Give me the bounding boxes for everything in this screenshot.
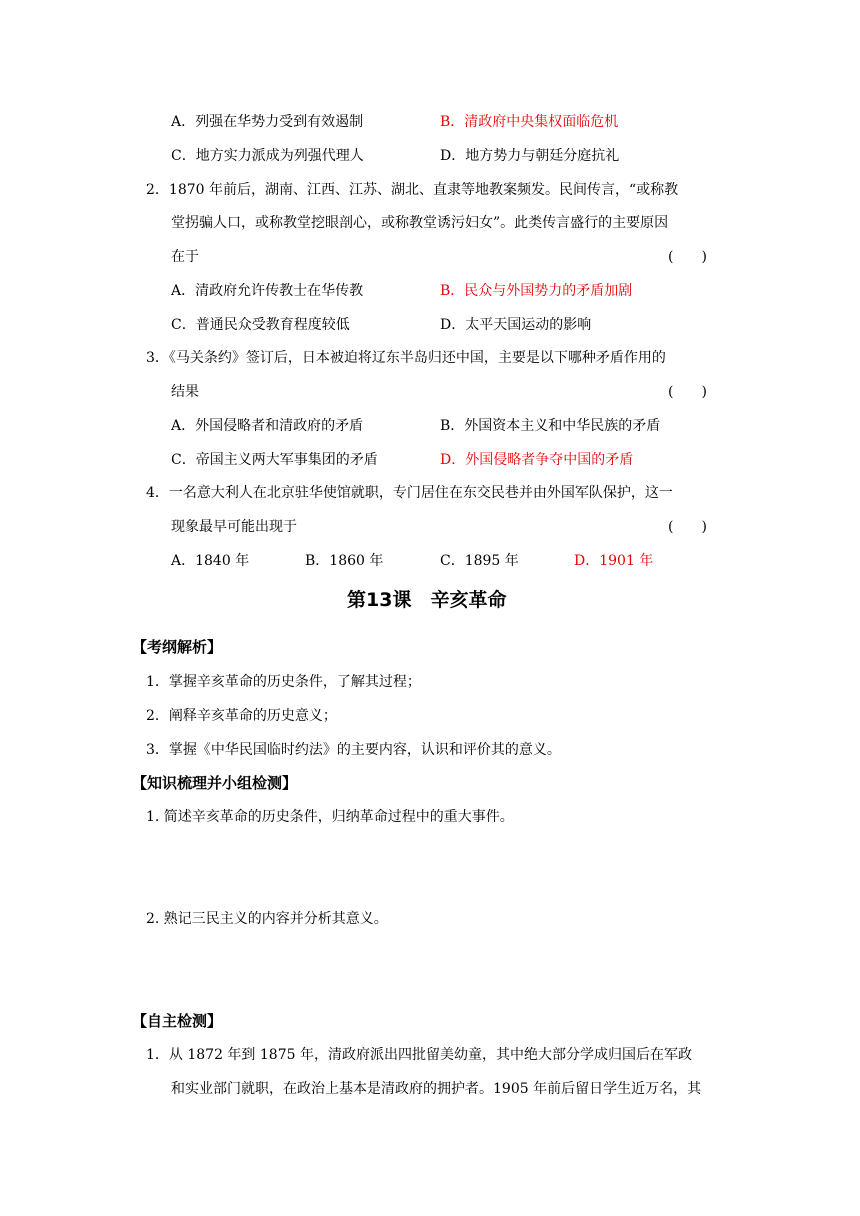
self-test-q1-line1: 1．从 1872 年到 1875 年，清政府派出四批留美幼童，其中绝大部分学成归国后在军政 — [146, 1047, 692, 1063]
q2-stem-line3: 在于 — [171, 249, 199, 265]
q2-stem-line2: 堂拐骗人口，或称教堂挖眼剖心，或称教堂诱污妇女”。此类传言盛行的主要原因 — [171, 215, 669, 231]
q3-option-b: B．外国资本主义和中华民族的矛盾 — [440, 418, 661, 434]
q3-answer-blank: ( ) — [668, 384, 707, 400]
knowledge-heading: 【知识梳理并小组检测】 — [132, 774, 298, 792]
knowledge-item-1: 1. 简述辛亥革命的历史条件，归纳革命过程中的重大事件。 — [146, 809, 514, 825]
q4-answer-blank: ( ) — [668, 519, 707, 535]
q3-stem-line1: 3．《马关条约》签订后，日本被迫将辽东半岛归还中国，主要是以下哪种矛盾作用的 — [146, 350, 666, 366]
q4-option-d-answer: D．1901 年 — [574, 553, 654, 569]
syllabus-item-3: 3．掌握《中华民国临时约法》的主要内容，认识和评价其的意义。 — [146, 742, 561, 758]
q4-stem-line1: 4．一名意大利人在北京驻华使馆就职，专门居住在东交民巷并由外国军队保护，这一 — [146, 485, 673, 501]
q1-option-d: D．地方势力与朝廷分庭抗礼 — [440, 148, 620, 164]
q2-option-a: A．清政府允许传教士在华传教 — [171, 283, 364, 299]
q4-stem-line2: 现象最早可能出现于 — [171, 519, 297, 535]
self-test-q1-line2: 和实业部门就职，在政治上基本是清政府的拥护者。1905 年前后留日学生近万名，其 — [171, 1081, 702, 1097]
q2-option-b-answer: B．民众与外国势力的矛盾加剧 — [440, 283, 633, 299]
q2-answer-blank: ( ) — [668, 249, 707, 265]
q1-option-a: A．列强在华势力受到有效遏制 — [171, 114, 364, 130]
q4-option-c: C．1895 年 — [440, 553, 519, 569]
q1-option-c: C．地方实力派成为列强代理人 — [171, 148, 364, 164]
q2-option-c: C．普通民众受教育程度较低 — [171, 317, 350, 333]
syllabus-heading: 【考纲解析】 — [132, 638, 223, 656]
knowledge-item-2: 2. 熟记三民主义的内容并分析其意义。 — [146, 911, 388, 927]
lesson-title: 第13课 辛亥革命 — [347, 589, 507, 611]
q3-option-c: C．帝国主义两大军事集团的矛盾 — [171, 452, 378, 468]
q4-option-b: B．1860 年 — [305, 553, 384, 569]
q1-option-b-answer: B．清政府中央集权面临危机 — [440, 114, 619, 130]
q3-option-d-answer: D．外国侵略者争夺中国的矛盾 — [440, 452, 634, 468]
syllabus-item-1: 1．掌握辛亥革命的历史条件，了解其过程； — [146, 674, 421, 690]
q2-option-d: D．太平天国运动的影响 — [440, 317, 592, 333]
syllabus-item-2: 2．阐释辛亥革命的历史意义； — [146, 708, 337, 724]
self-test-heading: 【自主检测】 — [132, 1012, 223, 1030]
q2-stem-line1: 2．1870 年前后，湖南、江西、江苏、湖北、直隶等地教案频发。民间传言，“或称教 — [146, 182, 679, 198]
q3-stem-line2: 结果 — [171, 384, 199, 400]
q3-option-a: A．外国侵略者和清政府的矛盾 — [171, 418, 364, 434]
q4-option-a: A．1840 年 — [171, 553, 250, 569]
